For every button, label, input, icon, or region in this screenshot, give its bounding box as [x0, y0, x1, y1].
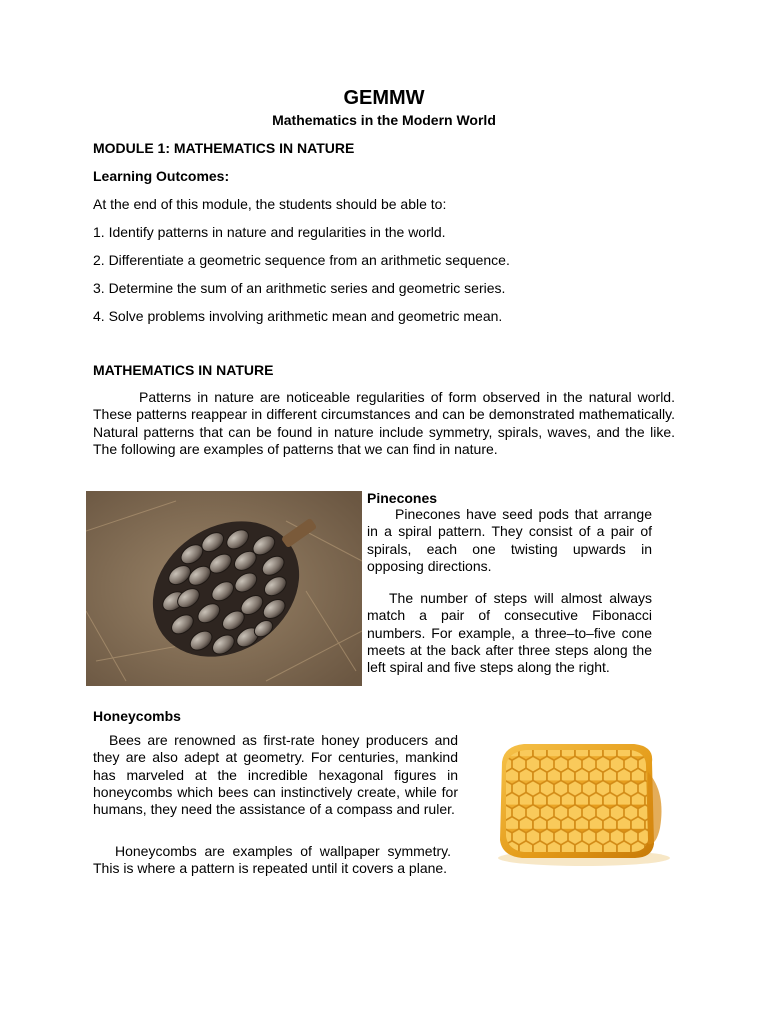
document-title: GEMMW [343, 87, 425, 109]
pinecones-paragraph-2: The number of steps will almost always match a pair of consecutive Fibonacci numbers. For example, a three–to–five cone meets at the back after three steps along the left spiral and five steps along the right. [367, 590, 652, 676]
pinecones-heading: Pinecones [367, 490, 438, 506]
module-heading: MODULE 1: MATHEMATICS IN NATURE [93, 140, 355, 156]
outcome-item: 3. Determine the sum of an arithmetic series and geometric series. [93, 280, 506, 296]
honeycombs-paragraph-1: Bees are renowned as first-rate honey producers and they are also adept at geometry. For centuries, mankind has marveled at the incredible hexagonal figures in honeycombs which bees can instinctively create, while for humans, they need the assistance of a compass and ruler. [93, 732, 458, 818]
outcome-item: 2. Differentiate a geometric sequence from an arithmetic sequence. [93, 252, 510, 268]
section-heading: MATHEMATICS IN NATURE [93, 362, 274, 378]
section-paragraph: Patterns in nature are noticeable regularities of form observed in the natural world. These patterns reappear in different circumstances and can be demonstrated mathematically. Natural patterns that can be found in nature include symmetry, spirals, waves, and the like. The following are examples of patterns that we can find in nature. [93, 389, 675, 457]
pinecone-photo [86, 491, 362, 686]
honeycombs-heading: Honeycombs [93, 708, 181, 724]
honeycomb-photo [484, 732, 682, 870]
outcome-item: 4. Solve problems involving arithmetic mean and geometric mean. [93, 308, 503, 324]
outcome-item: 1. Identify patterns in nature and regularities in the world. [93, 224, 446, 240]
pinecones-paragraph-1: Pinecones have seed pods that arrange in a spiral pattern. They consist of a pair of spirals, each one twisting upwards in opposing directions. [367, 506, 652, 574]
outcomes-intro: At the end of this module, the students should be able to: [93, 196, 447, 212]
honeycombs-paragraph-2: Honeycombs are examples of wallpaper symmetry. This is where a pattern is repeated until it covers a plane. [93, 843, 451, 877]
document-subtitle: Mathematics in the Modern World [272, 112, 496, 128]
learning-outcomes-heading: Learning Outcomes: [93, 168, 230, 184]
